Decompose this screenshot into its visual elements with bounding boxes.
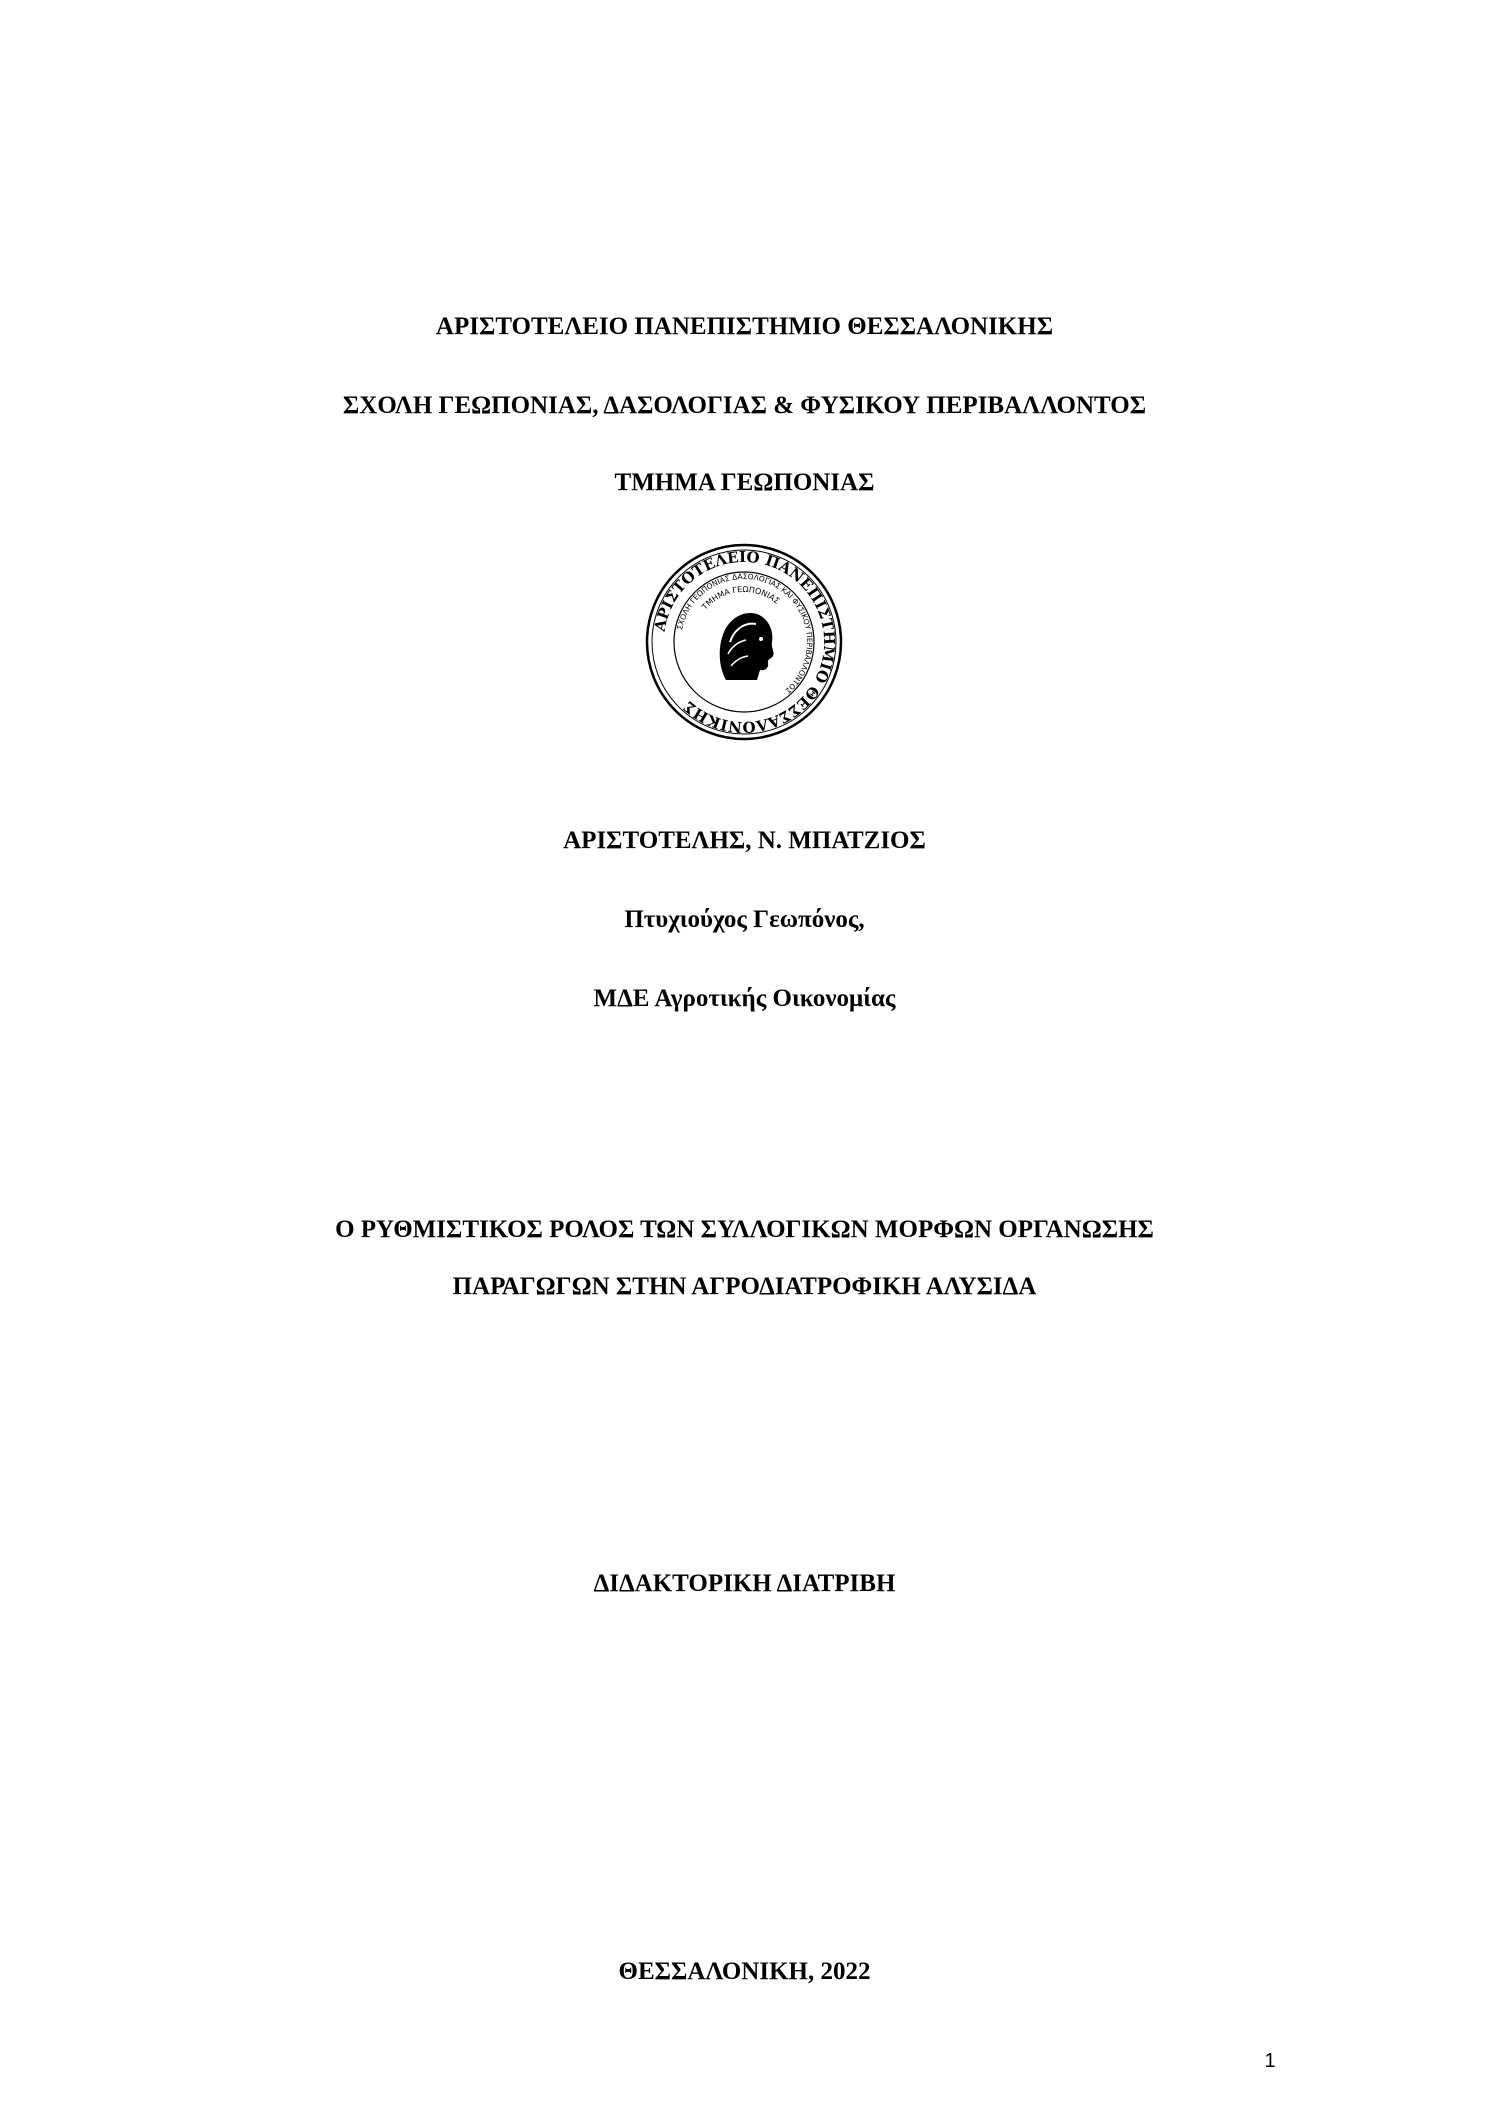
- thesis-title-line-2: ΠΑΡΑΓΩΓΩΝ ΣΤΗΝ ΑΓΡΟΔΙΑΤΡΟΦΙΚΗ ΑΛΥΣΙΔΑ: [452, 1273, 1037, 1300]
- author-degree-2: ΜΔΕ Αγροτικής Οικονομίας: [593, 985, 896, 1012]
- school-name: ΣΧΟΛΗ ΓΕΩΠΟΝΙΑΣ, ΔΑΣΟΛΟΓΙΑΣ & ΦΥΣΙΚΟΥ ΠΕΡΙΒΑΛΛΟΝΤΟΣ: [342, 392, 1147, 419]
- university-name: ΑΡΙΣΤΟΤΕΛΕΙΟ ΠΑΝΕΠΙΣΤΗΜΙΟ ΘΕΣΣΑΛΟΝΙΚΗΣ: [435, 313, 1054, 340]
- place-year: ΘΕΣΣΑΛΟΝΙΚΗ, 2022: [618, 1958, 871, 1985]
- department-name: ΤΜΗΜΑ ΓΕΩΠΟΝΙΑΣ: [614, 469, 875, 496]
- seal-outer-text: ΑΡΙΣΤΟΤΕΛΕΙΟ ΠΑΝΕΠΙΣΤΗΜΙΟ ΘΕΣΣΑΛΟΝΙΚΗΣ: [650, 547, 839, 737]
- thesis-title-line-1: Ο ΡΥΘΜΙΣΤΙΚΟΣ ΡΟΛΟΣ ΤΩΝ ΣΥΛΛΟΓΙΚΩΝ ΜΟΡΦΩΝ ΟΡΓΑΝΩΣΗΣ: [335, 1216, 1154, 1243]
- aristotle-head-icon: [720, 613, 774, 680]
- page-number: 1: [1264, 2050, 1276, 2072]
- thesis-type: ΔΙΔΑΚΤΟΡΙΚΗ ΔΙΑΤΡΙΒΗ: [593, 1570, 896, 1597]
- author-name: ΑΡΙΣΤΟΤΕΛΗΣ, Ν. ΜΠΑΤΖΙΟΣ: [563, 827, 926, 854]
- seal-inner-text: ΤΜΗΜΑ ΓΕΩΠΟΝΙΑΣ: [700, 584, 782, 612]
- seal-middle-text: ΣΧΟΛΗ ΓΕΩΠΟΝΙΑΣ ΔΑΣΟΛΟΓΙΑΣ ΚΑΙ ΦΥΣΙΚΟΥ ΠΕΡΙΒΑΛΛΟΝΤΟΣ: [675, 571, 815, 696]
- university-seal: [644, 542, 844, 742]
- author-degree-1: Πτυχιούχος Γεωπόνος,: [624, 906, 865, 933]
